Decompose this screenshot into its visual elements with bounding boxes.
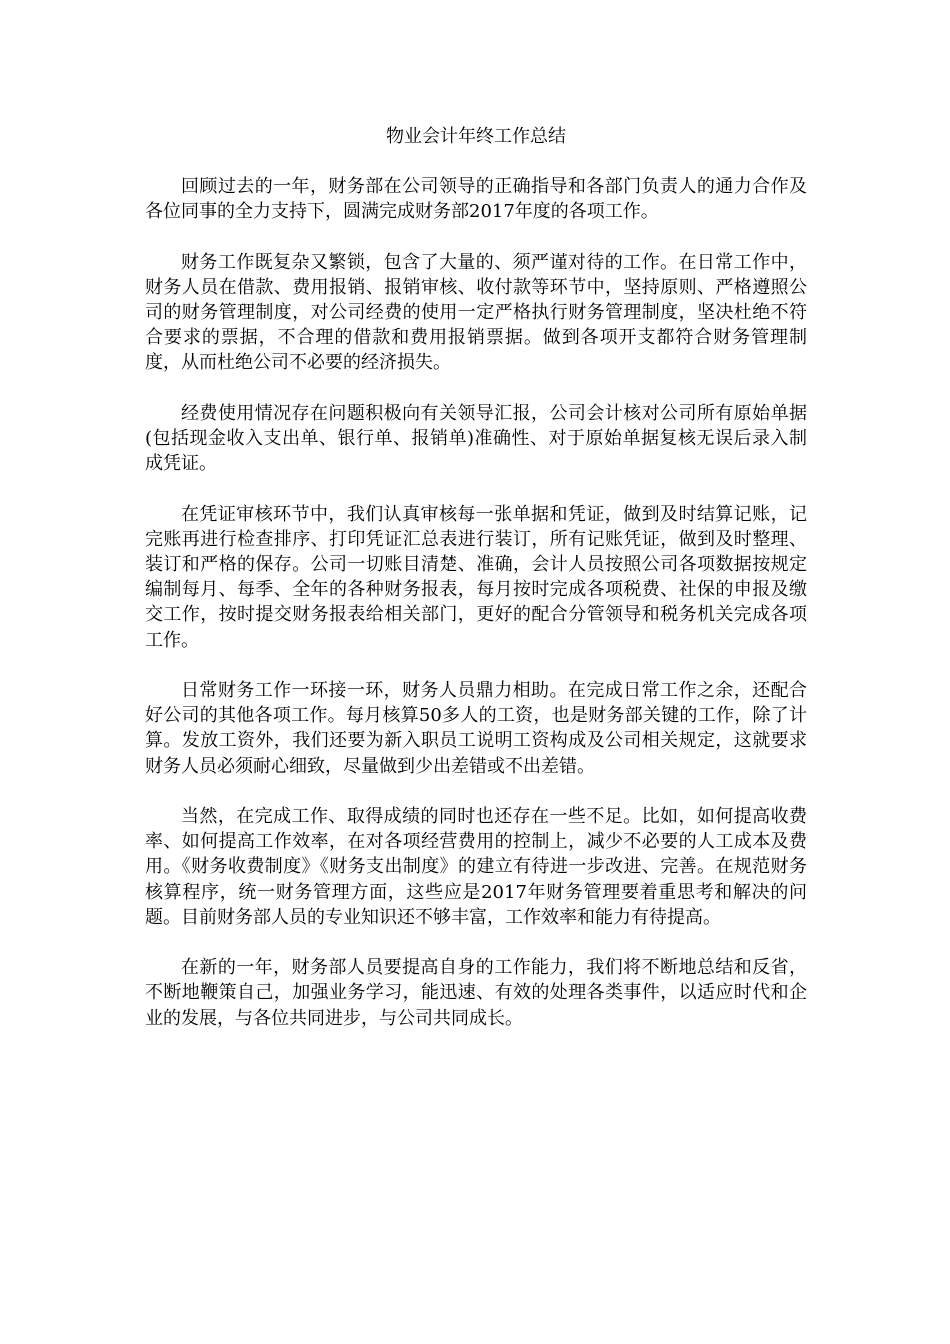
paragraph-4: 在凭证审核环节中，我们认真审核每一张单据和凭证，做到及时结算记账，记完账再进行检查排序、打印凭证汇总表进行装订，所有记账凭证，做到及时整理、装订和严格的保存。公司一切账目清楚、准确，会计人员按照公司各项数据按规定编制每月、每季、全年的各种财务报表，每月按时完成各项税费、社保的申报及缴交工作，按时提交财务报表给相关部门，更好的配合分管领导和税务机关完成各项工作。 <box>145 503 807 651</box>
paragraph-5: 日常财务工作一环接一环，财务人员鼎力相助。在完成日常工作之余，还配合好公司的其他各项工作。每月核算50多人的工资，也是财务部关键的工作，除了计算。发放工资外，我们还要为新入职员工说明工资构成及公司相关规定，这就要求财务人员必须耐心细致，尽量做到少出差错或不出差错。 <box>145 680 807 777</box>
paragraph-1: 回顾过去的一年，财务部在公司领导的正确指导和各部门负责人的通力合作及各位同事的全力支持下，圆满完成财务部2017年度的各项工作。 <box>145 176 807 223</box>
document-title: 物业会计年终工作总结 <box>386 126 566 147</box>
paragraph-6: 当然，在完成工作、取得成绩的同时也还存在一些不足。比如，如何提高收费率、如何提高工作效率，在对各项经营费用的控制上，减少不必要的人工成本及费用。《财务收费制度》《财务支出制度》的建立有待进一步改进、完善。在规范财务核算程序，统一财务管理方面，这些应是2017年财务管理要着重思考和解决的问题。目前财务部人员的专业知识还不够丰富，工作效率和能力有待提高。 <box>145 806 807 928</box>
paragraph-2: 财务工作既复杂又繁锁，包含了大量的、须严谨对待的工作。在日常工作中，财务人员在借款、费用报销、报销审核、收付款等环节中，坚持原则、严格遵照公司的财务管理制度，对公司经费的使用一定严格执行财务管理制度，坚决杜绝不符合要求的票据，不合理的借款和费用报销票据。做到各项开支都符合财务管理制度，从而杜绝公司不必要的经济损失。 <box>145 251 807 374</box>
document-body <box>145 124 807 1056</box>
paragraph-3: 经费使用情况存在问题积极向有关领导汇报，公司会计核对公司所有原始单据(包括现金收入支出单、银行单、报销单)准确性、对于原始单据复核无误后录入制成凭证。 <box>145 402 807 475</box>
paragraph-7: 在新的一年，财务部人员要提高自身的工作能力，我们将不断地总结和反省，不断地鞭策自己，加强业务学习，能迅速、有效的处理各类事件，以适应时代和企业的发展，与各位共同进步，与公司共同成长。 <box>145 957 807 1029</box>
